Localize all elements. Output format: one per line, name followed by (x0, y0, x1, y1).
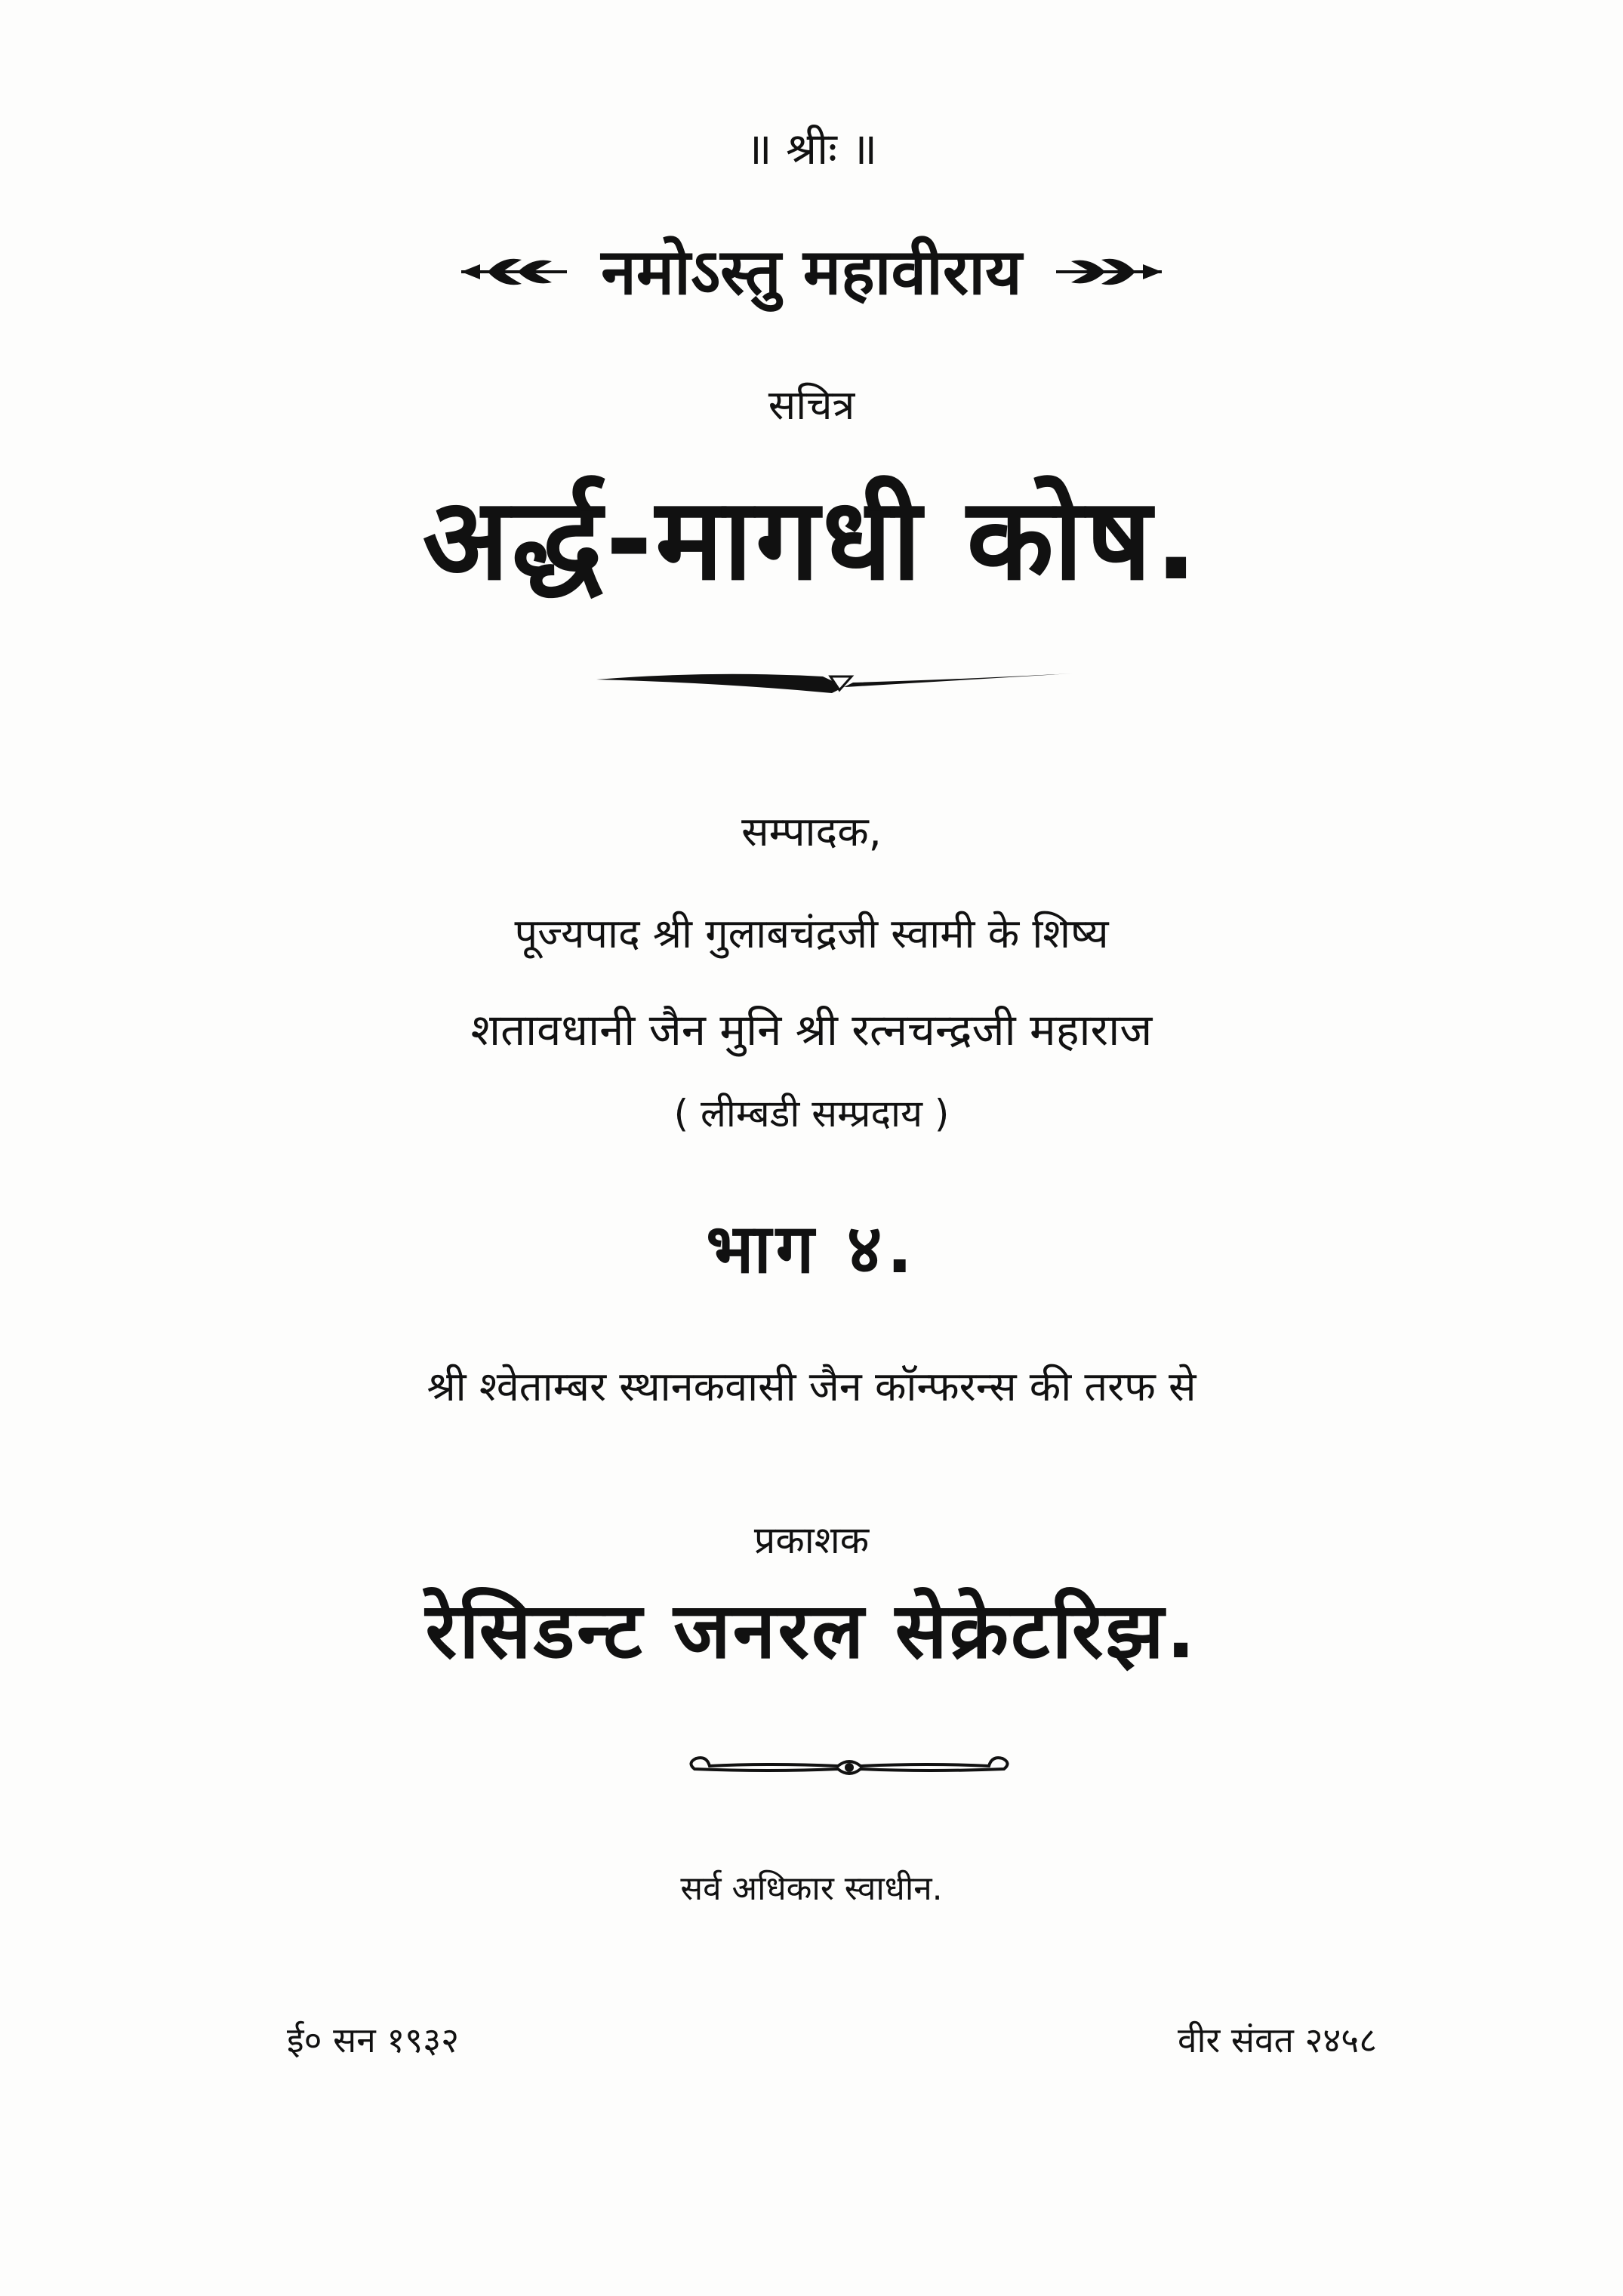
salutation-row (0, 235, 1623, 309)
leaf-ornament-left-icon (457, 249, 571, 294)
publisher-label: प्रकाशक (753, 1518, 870, 1562)
salutation: नमोऽस्तु महावीराय (601, 235, 1022, 309)
year-ad: ई० सन १९३२ (287, 2020, 460, 2060)
volume-number: भाग ४. (706, 1210, 917, 1289)
invocation: ॥ श्रीः ॥ (745, 123, 878, 174)
editor-label: सम्पादक, (741, 808, 882, 855)
divider-ornament-top (596, 657, 1072, 702)
editor-guru-line: पूज्यपाद श्री गुलाबचंद्रजी स्वामी के शिष्य (514, 910, 1109, 957)
leaf-ornament-right-icon (1052, 249, 1166, 294)
sponsor-line: श्री श्वेताम्बर स्थानकवासी जैन कॉन्फरन्स की तरफ से (427, 1363, 1196, 1410)
editor-name-line: शतावधानी जैन मुनि श्री रत्नचन्द्रजी महाराज (470, 1004, 1153, 1056)
main-title: अर्द्ध-मागधी कोष. (422, 474, 1201, 606)
year-vira-samvat: वीर संवत २४५८ (1178, 2020, 1378, 2060)
rights-notice: सर्व अधिकार स्वाधीन. (680, 1869, 943, 1908)
divider-ornament-bottom (679, 1748, 1019, 1786)
subtitle-top: सचित्र (768, 381, 855, 429)
publisher-name: रेसिडन्ट जनरल सेक्रेटरिझ. (425, 1586, 1198, 1676)
editor-sect-line: ( लीम्बडी सम्प्रदाय ) (673, 1092, 950, 1136)
